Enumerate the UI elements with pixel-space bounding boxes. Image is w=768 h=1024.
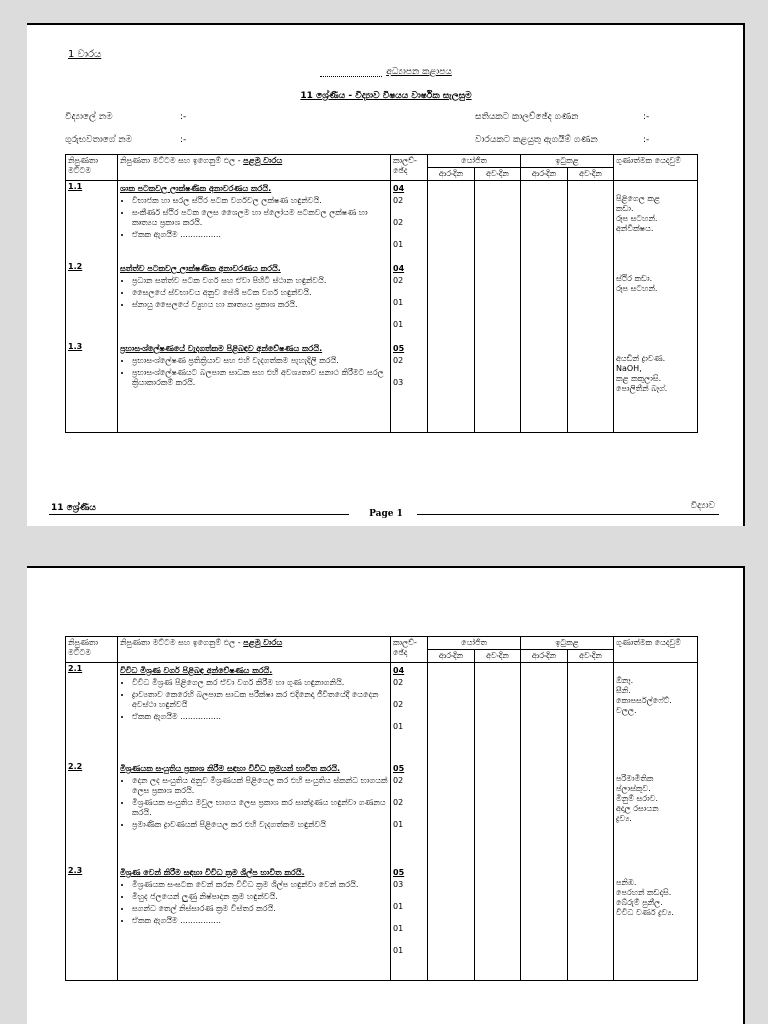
- teacher-name-label: ගුරුභවතාගේ නම: [65, 135, 132, 145]
- competency-block: [68, 262, 115, 342]
- competency-outcomes-cell: [118, 663, 391, 981]
- learning-outcomes-list: [120, 676, 388, 724]
- header-planned-start: ආරංදින: [428, 650, 475, 663]
- header-actual: ඉටුකළ: [521, 155, 614, 168]
- header-resources: ගුණාත්මක යෙදවුම්: [614, 637, 698, 663]
- planned-end-cell: [475, 181, 521, 433]
- school-name-label: විද්‍යාලේ නම: [65, 112, 113, 122]
- resource-item: රූප සටහන්.: [616, 214, 658, 223]
- resource-item: පෙරහන් කඩදාසි.: [616, 888, 672, 897]
- header-competency-outcomes: [118, 155, 391, 181]
- resource-list: [616, 878, 695, 918]
- competency-number: 1.2: [68, 262, 83, 271]
- learning-outcome-item: • ස්නායු සෛලයේ ව්‍යුහය හා කෘත්‍යය ප්‍රකාශ කරයි.: [132, 300, 388, 310]
- resource-item: ප්ලාස්කුව.: [616, 784, 651, 793]
- learning-outcome-item: • විභාජක හා සරල ස්ථිර පටක වර්ගවල ලක්ෂණ හඳුන්වයි.: [132, 196, 388, 206]
- colon: :-: [180, 112, 187, 122]
- resource-item: කොපර්සල්ෆේට්.: [616, 696, 672, 705]
- competency-block: [393, 262, 425, 342]
- header-actual: ඉටුකළ: [521, 637, 614, 650]
- weekly-periods-label: සතියකට කාලච්ඡේද ගණන: [475, 112, 579, 122]
- learning-outcome-item: • ඒකක ඇගයීම ................: [132, 916, 388, 926]
- resource-item: වලල.: [616, 706, 637, 715]
- resource-item: NaOH,: [616, 364, 642, 373]
- periods-value: 02: [393, 218, 404, 227]
- scheme-of-work-table: [65, 636, 698, 981]
- planned-start-cell: [428, 663, 475, 981]
- learning-outcomes-list: [120, 354, 388, 390]
- competency-block: [68, 664, 115, 762]
- competency-block: [68, 342, 115, 412]
- periods-value: 01: [393, 924, 404, 933]
- periods-value: 01: [393, 320, 404, 329]
- learning-outcome-item: • විවිධ මිශ්‍රණ පිළිගෙල කර ඒවා වර්ග කිරීම හා ගුණ හඳුනාගනියි.: [132, 678, 388, 688]
- competency-heading: ප්‍රභාසංශ්ලේෂණයේ වැදගත්කම පිළිබඳව අන්වේෂණය කරයි.: [120, 344, 323, 353]
- competency-heading: මිශ්‍රණ වෙන් කිරීම සඳහා විවිධ ක්‍රම ශිල්ප භාවිත කරයි.: [120, 868, 305, 877]
- competency-number: 2.2: [68, 762, 83, 771]
- competency-block: [120, 866, 388, 966]
- colon: :-: [643, 112, 650, 122]
- resource-item: පිළිගෙල කළ: [616, 194, 660, 203]
- learning-outcome-item: • ප්‍රධාන සත්ත්ව පටක වර්ග සහ ඒවා පිහිටි ස්ථාන හඳුන්වයි.: [132, 276, 388, 286]
- periods-total: 05: [393, 868, 405, 877]
- learning-outcome-item: • සංකීර්ණ ස්ථිර පටක ලෙස ශෛලම හා ප්ලෝයම පටකවල ලක්ෂණ හා කෘත්‍යය ප්‍රකාශ කරයි.: [132, 208, 388, 228]
- zone-blank: [320, 76, 382, 77]
- header-competency-level: නිපුණතා මට්ටම: [66, 155, 118, 181]
- resource-item: කඩා.: [616, 204, 634, 213]
- actual-start-cell: [521, 663, 568, 981]
- competency-block: [120, 762, 388, 866]
- competency-block: [616, 262, 695, 342]
- header-resources: ගුණාත්මක යෙදවුම්: [614, 155, 698, 181]
- header-actual-start: ආරංදින: [521, 168, 568, 181]
- scheme-of-work-table: [65, 154, 698, 433]
- competency-heading: විවිධ මිශ්‍රණ වර්ග පිළිබඳ අන්වේෂණය කරයි.: [120, 666, 273, 675]
- periods-value: 01: [393, 298, 404, 307]
- competency-block: [393, 664, 425, 762]
- competency-heading: සත්ත්ව පටකවල ලාක්ෂණික අනාවරණය කරයි.: [120, 264, 281, 273]
- header-competency-outcomes-text: නිපුණතා මට්ටම සහ ඉගෙනුම් ඵල -: [120, 638, 241, 647]
- periods-value: 01: [393, 722, 404, 731]
- competency-block: [68, 182, 115, 262]
- resource-item: පනිඹ.: [616, 878, 637, 887]
- resource-list: [616, 354, 695, 394]
- header-planned: යෝජිත: [428, 637, 521, 650]
- term-evaluations-field: [475, 135, 715, 145]
- header-competency-outcomes-text: නිපුණතා මට්ටම සහ ඉගෙනුම් ඵල -: [120, 156, 241, 165]
- learning-outcome-item: • ප්‍රභාසංශ්ලේෂණයට බලපාන සාධක සහ එහි අවශ්‍යතාව සනාථ කිරීමට සරල ක්‍රියාකාරකම් කරයි.: [132, 368, 388, 388]
- actual-end-cell: [568, 181, 614, 433]
- header-planned: යෝජිත: [428, 155, 521, 168]
- competency-number: 2.1: [68, 664, 83, 673]
- periods-value: 02: [393, 776, 404, 785]
- resource-item: පොලිතීන් බෑග්.: [616, 384, 668, 393]
- learning-outcome-item: • ඒකක ඇගයීම ................: [132, 712, 388, 722]
- header-actual-start: ආරංදින: [521, 650, 568, 663]
- competency-outcomes-cell: [118, 181, 391, 433]
- periods-value: 02: [393, 196, 404, 205]
- periods-value: 03: [393, 880, 404, 889]
- periods-value: 02: [393, 678, 404, 687]
- footer-subject: විද්‍යාව: [690, 501, 715, 511]
- competency-block: [120, 342, 388, 412]
- periods-cell: [391, 181, 428, 433]
- periods-cell: [391, 663, 428, 981]
- competency-block: [393, 182, 425, 262]
- competency-block: [616, 342, 695, 412]
- education-zone-line: [27, 67, 745, 77]
- periods-value: 02: [393, 276, 404, 285]
- competency-block: [616, 182, 695, 262]
- resource-item: අන්වීක්ෂය.: [616, 224, 654, 233]
- resource-item: විවිධ වර්ණ ද්‍රව්‍ය.: [616, 908, 674, 917]
- learning-outcome-item: • ඒකක ඇගයීම ................: [132, 230, 388, 240]
- competency-numbers-cell: [66, 663, 118, 981]
- learning-outcome-item: • සෛලයේ ස්වභාවය අනුව පේශි පටක වර්ග හඳුන්වයි.: [132, 288, 388, 298]
- periods-total: 04: [393, 264, 405, 273]
- resource-item: ස්ථිර කඩා.: [616, 274, 653, 283]
- document-page-1: [27, 23, 745, 526]
- periods-total: 05: [393, 344, 405, 353]
- competency-block: [120, 664, 388, 762]
- actual-end-cell: [568, 663, 614, 981]
- resource-item: රූප සටහන්.: [616, 284, 658, 293]
- resource-item: සීනි.: [616, 686, 631, 695]
- periods-value: 02: [393, 700, 404, 709]
- competency-block: [616, 664, 695, 762]
- competency-block: [68, 866, 115, 966]
- periods-value: 03: [393, 378, 404, 387]
- plan-title: 11 ශ්‍රේණිය - විද්‍යාව විෂයය වාර්ෂික සැලසුම: [300, 91, 472, 101]
- table-body-row: [66, 663, 698, 981]
- competency-number: 1.1: [68, 182, 83, 191]
- colon: :-: [643, 135, 650, 145]
- resource-list: [616, 194, 695, 234]
- teacher-name-field: [65, 135, 365, 145]
- competency-heading: මිශ්‍රණයක සංයුතිය ප්‍රකාශ කිරීම සඳහා විවිධ ක්‍රමයන් භාවිත කරයි.: [120, 764, 341, 773]
- header-periods: කාලච්-ඡේද: [391, 155, 428, 181]
- header-actual-end: අවංදින: [568, 168, 614, 181]
- competency-block: [616, 762, 695, 866]
- colon: :-: [180, 135, 187, 145]
- learning-outcome-item: • මිශ්‍රණයක සංයුතිය මවුල භාගය ලෙස ප්‍රකාශ කර සාන්ද්‍රණය හඳුන්වා ගණනය කරයි.: [132, 798, 388, 818]
- footer-page-number: Page 1: [369, 509, 403, 519]
- periods-value: 01: [393, 902, 404, 911]
- weekly-periods-field: [475, 112, 715, 122]
- resource-list: [616, 676, 695, 716]
- periods-value: 02: [393, 356, 404, 365]
- competency-block: [616, 866, 695, 966]
- learning-outcomes-list: [120, 194, 388, 242]
- periods-total: 05: [393, 764, 405, 773]
- periods-value: 01: [393, 240, 404, 249]
- resource-item: අදාල රසායන: [616, 804, 659, 813]
- competency-block: [120, 182, 388, 262]
- footer-grade: 11 ශ්‍රේණිය: [51, 503, 96, 513]
- learning-outcome-item: • මිහුද ජලයෙන් ලුණු නිෂ්පාදන ක්‍රම හඳුන්වයි.: [132, 892, 388, 902]
- header-periods: කාලච්-ඡේද: [391, 637, 428, 663]
- resource-item: කළ කකුලාසි.: [616, 374, 662, 383]
- header-first-term: පළමු වාරය: [243, 638, 283, 647]
- competency-number: 1.3: [68, 342, 83, 351]
- term-label: 1 වාරය: [68, 49, 102, 60]
- competency-block: [120, 262, 388, 342]
- competency-number: 2.3: [68, 866, 83, 875]
- periods-value: 01: [393, 820, 404, 829]
- header-first-term: පළමු වාරය: [243, 156, 283, 165]
- header-competency-outcomes: [118, 637, 391, 663]
- resource-item: මිනුම් සරාව.: [616, 794, 659, 803]
- resource-list: [616, 774, 695, 824]
- competency-block: [393, 866, 425, 966]
- planned-start-cell: [428, 181, 475, 433]
- resource-item: බේරුම් පුනීල.: [616, 898, 663, 907]
- resource-item: පරිමාමිතික: [616, 774, 654, 783]
- periods-total: 04: [393, 666, 405, 675]
- document-page-2: [27, 566, 745, 1024]
- school-name-field: [65, 112, 365, 122]
- competency-heading: ශාක පටකවල ලාක්ෂණික අනාවරණය කරයි.: [120, 184, 272, 193]
- learning-outcome-item: • මිශ්‍රණයක සංඝටක වෙන් කරන විවිධ ක්‍රම ශිල්ප හඳුන්වා වෙන් කරයි.: [132, 880, 388, 890]
- learning-outcome-item: • ප්‍රභාසංශ්ලේෂණ ප්‍රතික්‍රියාව සහ එහි වැදගත්කම පැහැදිලි කරයි.: [132, 356, 388, 366]
- planned-end-cell: [475, 663, 521, 981]
- header-planned-start: ආරංදින: [428, 168, 475, 181]
- term-evaluations-label: වාරයකට කළයුතු ඇගයීම් ගණන: [475, 135, 598, 145]
- competency-block: [393, 342, 425, 412]
- header-planned-end: අවංදින: [475, 168, 521, 181]
- periods-value: 02: [393, 798, 404, 807]
- learning-outcome-item: • ප්‍රමාණික ද්‍රාවණයක් පිළියෙල කර එහි වැදගත්කම හඳුන්වයි: [132, 820, 388, 830]
- table-body-row: [66, 181, 698, 433]
- competency-numbers-cell: [66, 181, 118, 433]
- resource-list: [616, 274, 695, 294]
- education-zone-label: අධ්‍යාපන කළාපය: [386, 67, 452, 77]
- periods-value: 01: [393, 946, 404, 955]
- resources-cell: [614, 663, 698, 981]
- learning-outcomes-list: [120, 878, 388, 928]
- learning-outcome-item: • දෙන ලද සංයුතිය අනුව මිශ්‍රණයක් පිළියෙල කර එහි සංයුතිය ස්කන්ධ භාගයක් ලෙස ප්‍රකාශ කරයි.: [132, 776, 388, 796]
- resource-item: අයඩින් ද්‍රාවණ.: [616, 354, 666, 363]
- resource-item: ද්‍රව්‍ය.: [616, 814, 632, 823]
- learning-outcome-item: • ද්‍රාව්‍යතාව කෙරෙහි බලපාන සාධක පරීක්ෂා කර එදිනෙදා ජීවිතයේදී යෙදෙන අවස්ථා හඳුන්වයි: [132, 690, 388, 710]
- actual-start-cell: [521, 181, 568, 433]
- resource-item: ඕනෑ.: [616, 676, 634, 685]
- header-actual-end: අවංදින: [568, 650, 614, 663]
- learning-outcomes-list: [120, 274, 388, 312]
- periods-total: 04: [393, 184, 405, 193]
- header-competency-level: නිපුණතා මට්ටම: [66, 637, 118, 663]
- learning-outcomes-list: [120, 774, 388, 832]
- resources-cell: [614, 181, 698, 433]
- competency-block: [68, 762, 115, 866]
- learning-outcome-item: • සගන්ධ තෙල් නිස්සාරණ ක්‍රම විස්තර කරයි.: [132, 904, 388, 914]
- header-planned-end: අවංදින: [475, 650, 521, 663]
- competency-block: [393, 762, 425, 866]
